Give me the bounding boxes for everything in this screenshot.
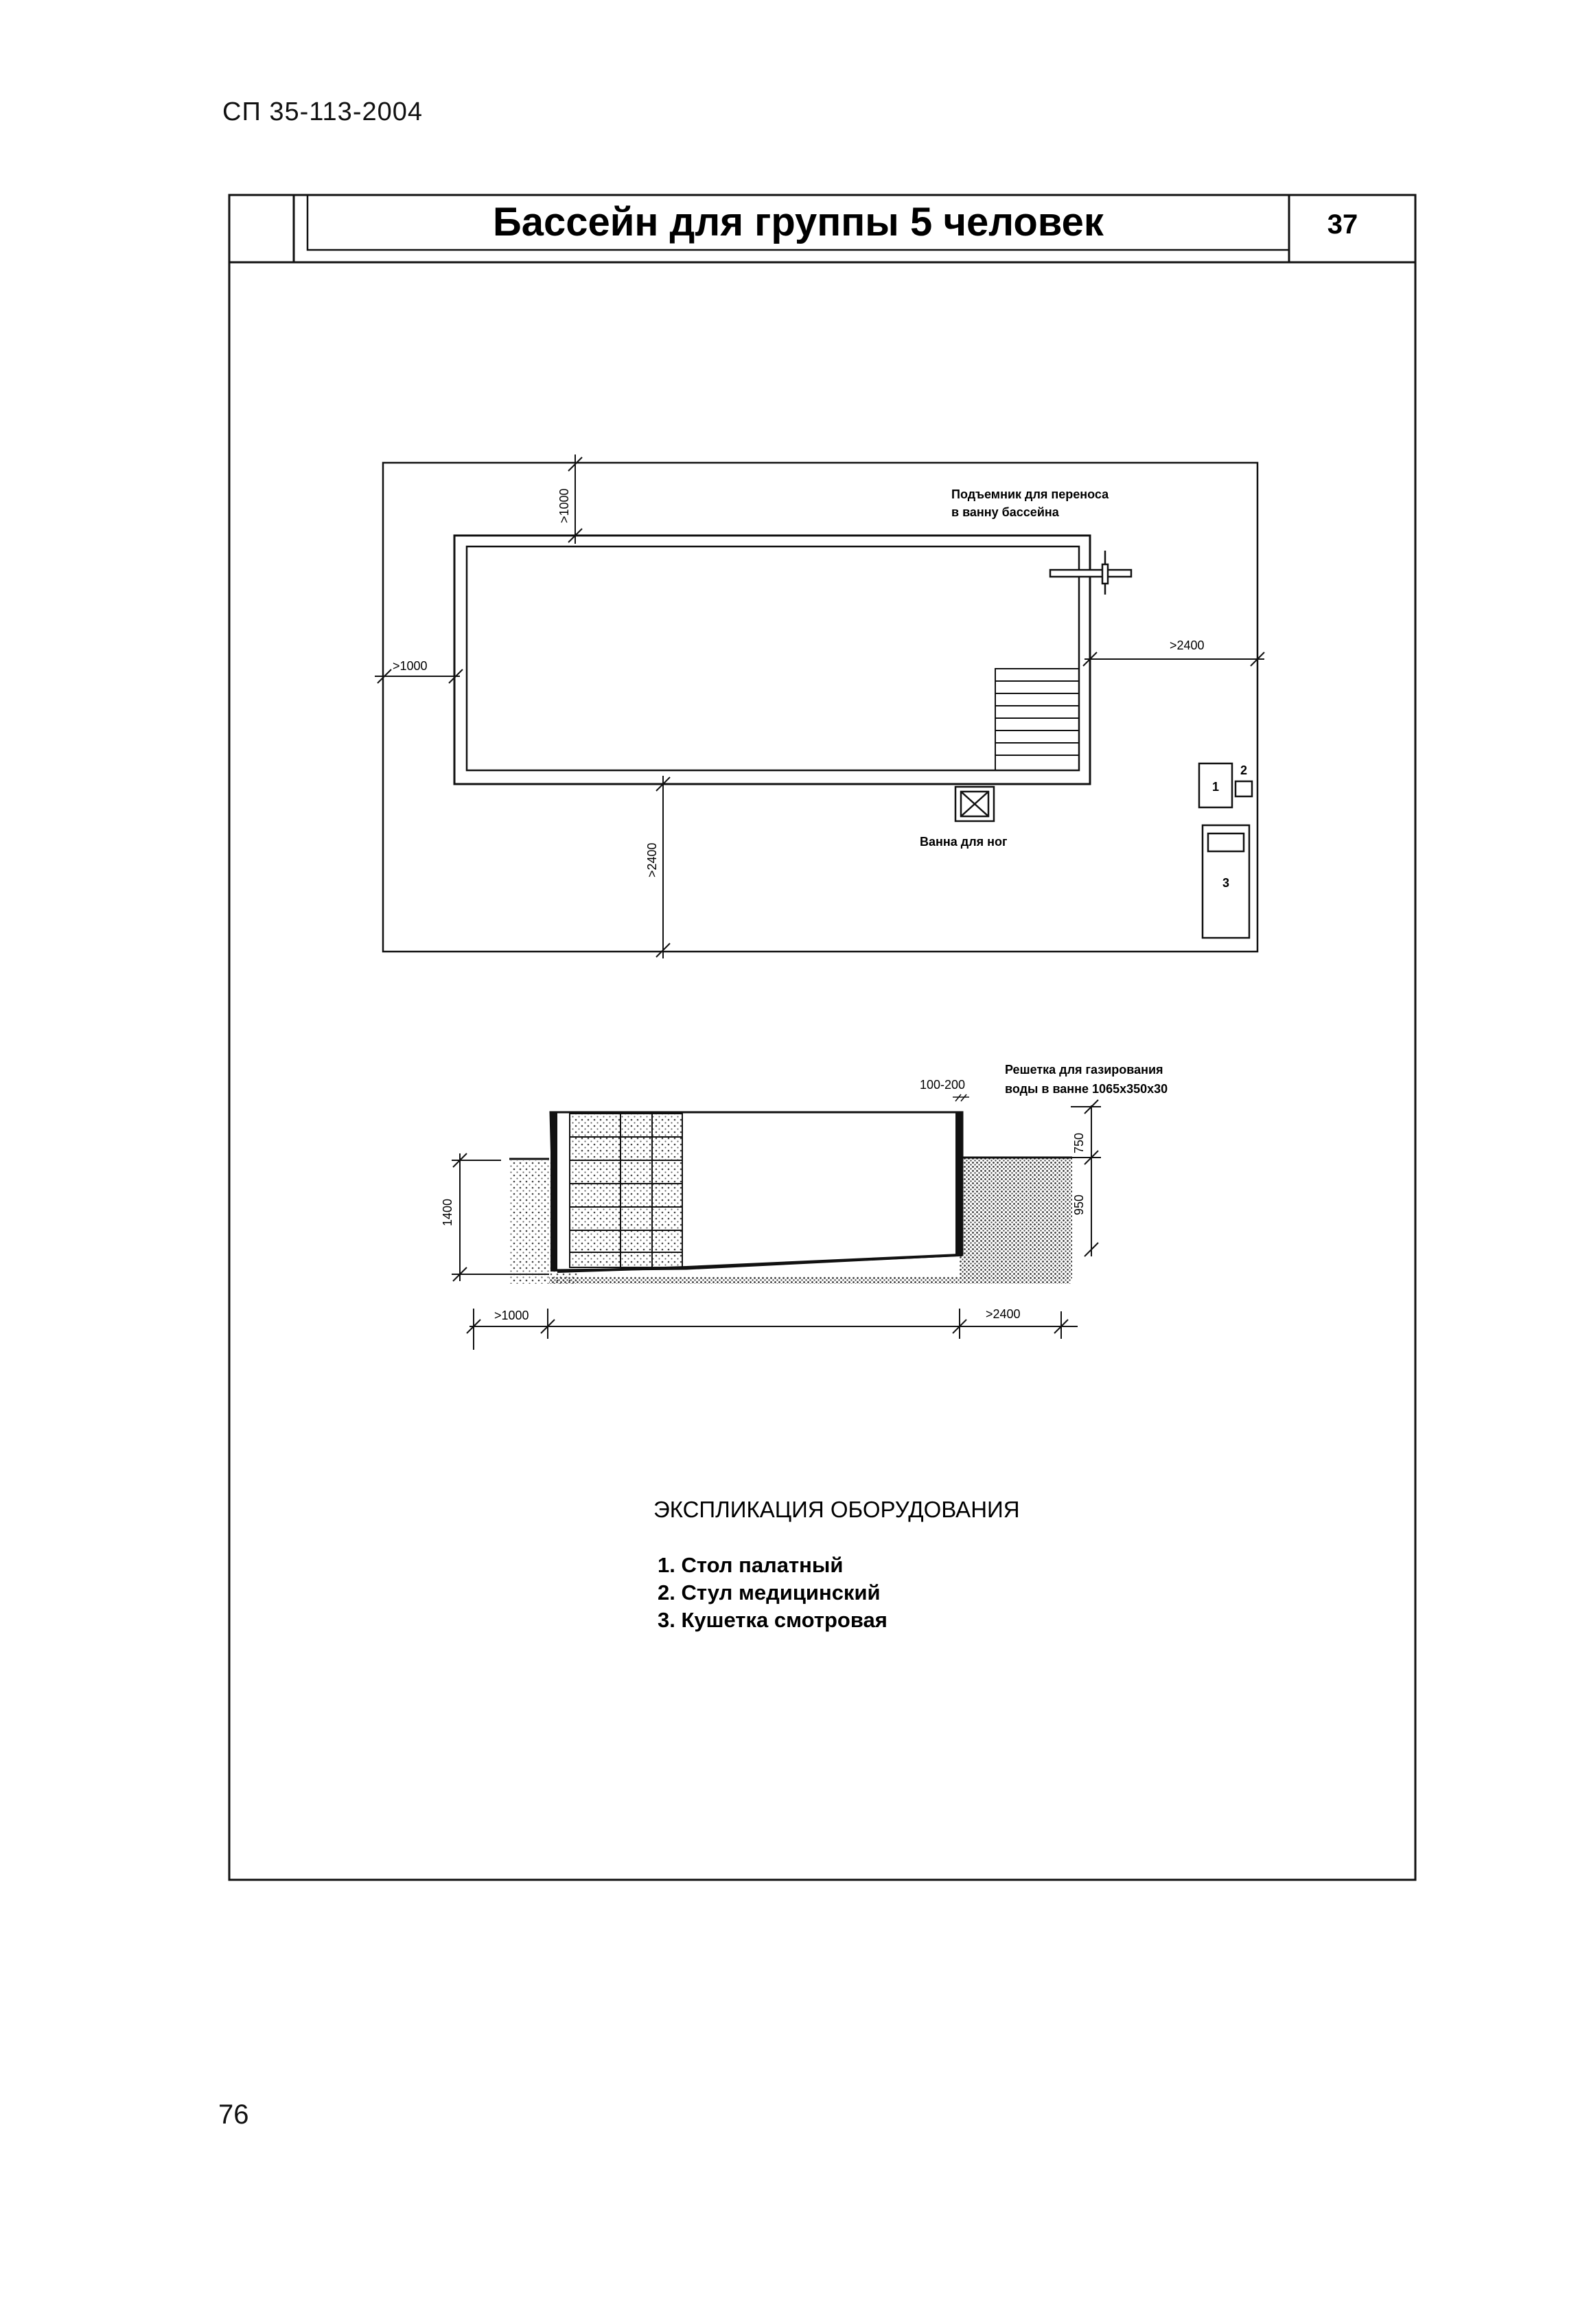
pool-right-wall xyxy=(955,1112,962,1256)
pool-plan xyxy=(375,455,1264,958)
explication-title: ЭКСПЛИКАЦИЯ ОБОРУДОВАНИЯ xyxy=(653,1497,1020,1522)
dim-top-text: >1000 xyxy=(557,488,571,523)
dim-section-left-text: >1000 xyxy=(494,1309,529,1322)
dim-left-text: >1000 xyxy=(393,659,428,673)
pool-inner-edge xyxy=(467,547,1079,770)
explication-item: 3. Кушетка смотровая xyxy=(658,1608,888,1632)
explication-item: 1. Стол палатный xyxy=(658,1553,844,1577)
page-number: 76 xyxy=(218,2099,249,2130)
item-3-label: 3 xyxy=(1222,876,1230,890)
dim-bottom-text: >2400 xyxy=(645,842,659,877)
pool-left-wall xyxy=(550,1112,557,1272)
foot-bath-label: Ванна для ног xyxy=(920,835,1008,849)
sheet-number: 37 xyxy=(1327,209,1358,240)
dim-upper-text: 750 xyxy=(1072,1132,1086,1153)
dimension-right xyxy=(1083,652,1264,666)
ground-right xyxy=(960,1158,1072,1278)
section-steps xyxy=(570,1114,682,1267)
lift-label-line1: Подъемник для переноса xyxy=(951,487,1109,501)
gap-ticks xyxy=(953,1094,969,1101)
explication-item: 2. Стул медицинский xyxy=(658,1580,881,1604)
dim-gap-text: 100-200 xyxy=(920,1078,966,1092)
dim-section-right-text: >2400 xyxy=(986,1307,1021,1321)
grate-label-line1: Решетка для газирования xyxy=(1005,1063,1163,1077)
grate-label-line2: воды в ванне 1065х350х30 xyxy=(1005,1082,1168,1096)
pool-section xyxy=(441,1063,1168,1350)
pool-steps xyxy=(995,669,1079,770)
dim-depth-total-text: 1400 xyxy=(441,1198,454,1226)
dim-right-text: >2400 xyxy=(1170,638,1205,652)
chair-icon xyxy=(1236,781,1252,796)
lift-label-line2: в ванну бассейна xyxy=(951,505,1059,519)
sheet-title: Бассейн для группы 5 человек xyxy=(493,200,1104,244)
dimension-right-vertical xyxy=(1071,1100,1101,1256)
dim-lower-text: 950 xyxy=(1072,1194,1086,1215)
item-1-label: 1 xyxy=(1211,780,1220,794)
foot-bath-icon xyxy=(955,787,994,821)
document-code: СП 35-113-2004 xyxy=(222,97,424,126)
item-2-label: 2 xyxy=(1240,763,1248,777)
